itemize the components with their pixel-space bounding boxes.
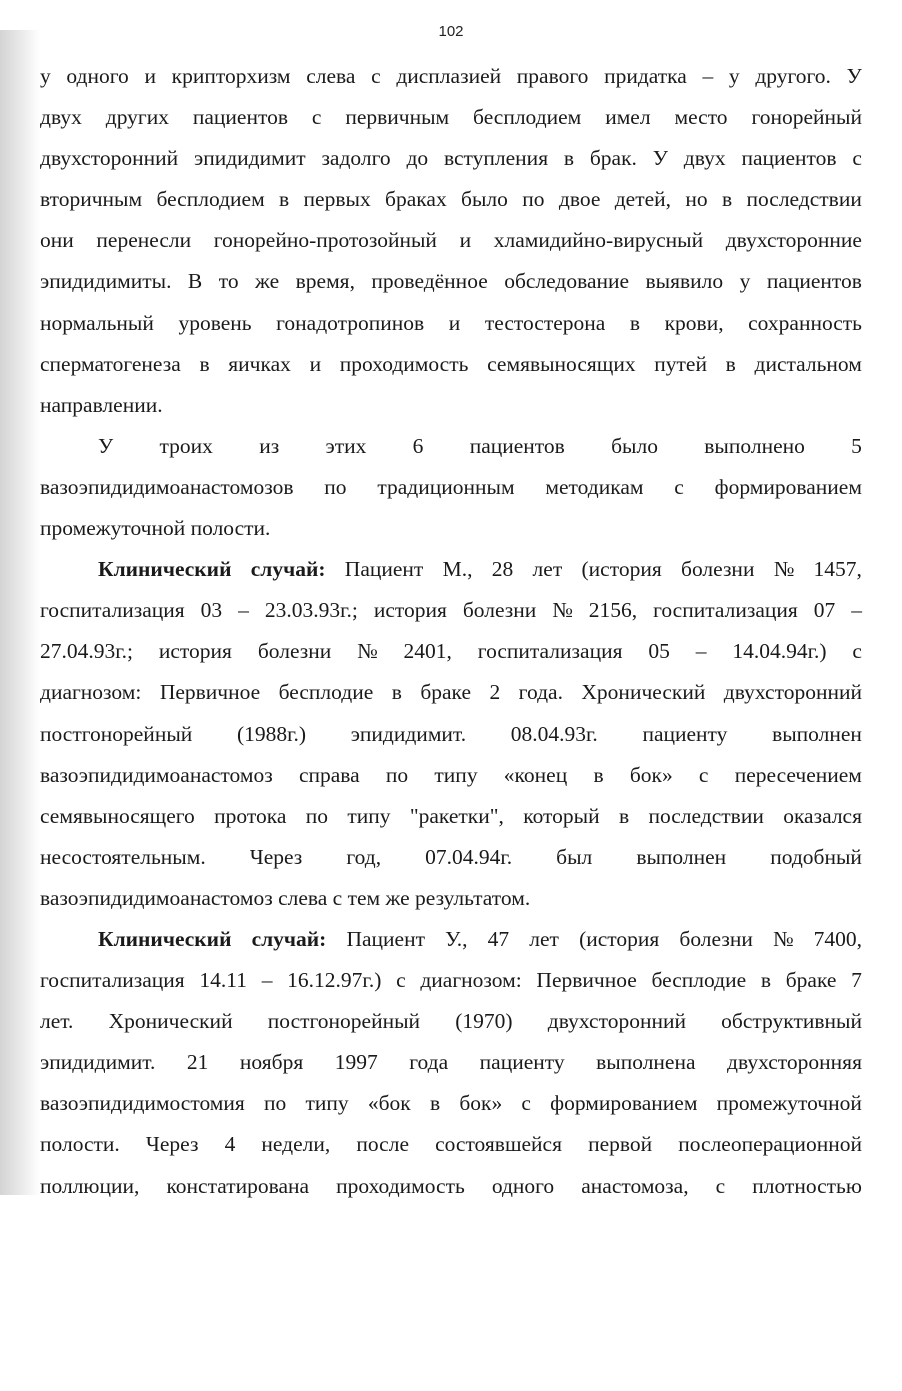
word: других	[105, 105, 169, 130]
word: №	[773, 557, 795, 582]
word: послеоперационной	[678, 1132, 862, 1157]
word: лет.	[40, 1009, 74, 1034]
word: лет	[529, 926, 559, 951]
text-line	[40, 179, 862, 220]
word: Через	[145, 1132, 199, 1157]
word: обследование	[504, 269, 630, 294]
word: детей,	[614, 187, 672, 212]
text-line	[40, 590, 862, 631]
word: с	[521, 1091, 531, 1116]
bold-word: Клинический	[98, 926, 232, 951]
word: 7	[851, 968, 862, 993]
text-line	[40, 1083, 862, 1124]
word: с	[852, 639, 862, 664]
word: после	[356, 1132, 409, 1157]
word: подобный	[770, 844, 862, 869]
word: бок»	[459, 1091, 503, 1116]
word: у	[40, 64, 51, 88]
word: оказался	[783, 803, 862, 828]
word: браке	[785, 968, 837, 993]
text-line	[40, 755, 862, 796]
word: хламидийно-вирусный	[493, 228, 704, 253]
word: в	[593, 762, 604, 787]
word: 21	[186, 1050, 209, 1075]
word: В	[187, 269, 203, 294]
text-line	[40, 1042, 862, 1083]
word: лет	[532, 557, 563, 582]
word: время,	[295, 269, 355, 294]
word: 27.04.93г.;	[40, 639, 133, 664]
word: типу	[434, 762, 478, 787]
word: –	[261, 968, 273, 993]
word: двухсторонние	[725, 228, 862, 253]
word: но	[685, 187, 708, 212]
word: у	[728, 64, 740, 88]
word: эпидидимит.	[350, 721, 467, 746]
word: постгонорейный	[40, 721, 193, 746]
word: первой	[588, 1132, 653, 1157]
word: 16.12.97г.)	[287, 968, 382, 993]
word: по	[385, 762, 409, 787]
word: У	[98, 433, 114, 458]
word: яичках	[228, 351, 291, 376]
word: гонадотропинов	[276, 310, 425, 335]
word: формированием	[550, 1091, 698, 1116]
word: недели,	[261, 1132, 331, 1157]
word: перенесли	[96, 228, 192, 253]
text-line	[40, 714, 862, 755]
word: протока	[214, 803, 287, 828]
word: формированием	[714, 474, 862, 499]
text-line-last: промежуточной полости.	[40, 516, 271, 541]
word: и	[309, 351, 322, 376]
word: крови,	[664, 310, 724, 335]
word: 1457,	[813, 557, 862, 582]
word: Хронический	[108, 1009, 233, 1034]
word: последствии	[648, 803, 764, 828]
word: первых	[303, 187, 371, 212]
word: одного	[491, 1173, 555, 1198]
word: у	[739, 269, 751, 294]
word: год,	[346, 844, 382, 869]
word: анастомоза,	[581, 1173, 689, 1198]
word: история	[158, 639, 232, 664]
word: придатка	[604, 64, 687, 88]
word: бесплодие	[651, 968, 747, 993]
word: они	[40, 228, 74, 253]
word: болезни	[681, 557, 755, 582]
word: У	[846, 64, 862, 88]
word: семявыносящих	[487, 351, 636, 376]
word: постгонорейный	[267, 1009, 421, 1034]
word: эпидидимит	[193, 146, 306, 171]
word: состоявшейся	[435, 1132, 562, 1157]
word: (1988г.)	[236, 721, 307, 746]
word: Пациент	[344, 557, 424, 582]
word: по	[305, 803, 328, 828]
scan-edge-shadow	[0, 30, 40, 1195]
text-line	[40, 138, 862, 179]
word: в	[721, 187, 733, 212]
word: вазоэпидидимоанастомозов	[40, 474, 294, 499]
word: и	[448, 310, 461, 335]
text-line	[40, 467, 862, 508]
word: болезни	[462, 598, 537, 623]
text-line-last: направлении.	[40, 392, 163, 417]
word: пациенту	[642, 721, 728, 746]
word: вазоэпидидимоанастомоз	[40, 762, 273, 787]
word: путей	[654, 351, 707, 376]
word: с	[698, 762, 709, 787]
word: двое	[558, 187, 601, 212]
word: Хронический	[581, 680, 706, 705]
word: –	[695, 639, 707, 664]
word: семявыносящего	[40, 803, 195, 828]
word: с	[371, 64, 381, 88]
word: типу	[305, 1091, 349, 1116]
text-line	[40, 1166, 862, 1207]
word: в	[391, 680, 402, 705]
word: 14.04.94г.)	[732, 639, 827, 664]
word: диагнозом:	[40, 680, 142, 705]
document-body	[40, 56, 862, 1207]
word: дистальном	[754, 351, 862, 376]
paragraph	[40, 56, 862, 426]
word: проходимость	[336, 1173, 465, 1198]
word: (история	[581, 557, 662, 582]
word: выявило	[645, 269, 724, 294]
word: несостоятельным.	[40, 844, 206, 869]
word: «бок	[367, 1091, 411, 1116]
word: 23.03.93г.;	[264, 598, 358, 623]
word: типу	[347, 803, 391, 828]
word: браках	[385, 187, 447, 212]
word: выполнено	[704, 433, 805, 458]
word: промежуточной	[716, 1091, 862, 1116]
text-line	[40, 919, 862, 960]
word: в	[199, 351, 210, 376]
word: Первичное	[536, 968, 637, 993]
word: нормальный	[40, 310, 154, 335]
word: 6	[412, 433, 424, 458]
word: пациентов	[192, 105, 288, 130]
word: место	[674, 105, 728, 130]
word: в	[760, 968, 772, 993]
word: эпидидимиты.	[40, 269, 172, 294]
word: госпитализация	[477, 639, 623, 664]
word: из	[259, 433, 280, 458]
text-line	[40, 631, 862, 672]
word: 47	[487, 926, 510, 951]
text-line	[40, 344, 862, 385]
text-line	[40, 549, 862, 590]
word: констатирована	[166, 1173, 310, 1198]
word: двухсторонний	[40, 146, 179, 171]
bold-word: случай:	[251, 926, 327, 951]
word: У.,	[445, 926, 468, 951]
word: дисплазией	[396, 64, 502, 88]
word: эпидидимит.	[40, 1050, 156, 1075]
word: по	[264, 1091, 287, 1116]
word: с	[852, 146, 862, 171]
word: 14.11	[199, 968, 247, 993]
word: госпитализация	[40, 598, 185, 623]
word: история	[373, 598, 447, 623]
word: 08.04.93г.	[510, 721, 598, 746]
word: с	[715, 1173, 726, 1198]
word: правого	[516, 64, 589, 88]
word: 7400,	[813, 926, 862, 951]
word: года.	[518, 680, 563, 705]
word: пересечением	[734, 762, 862, 787]
word: Пациент	[346, 926, 425, 951]
word: брак.	[589, 146, 637, 171]
word: (история	[579, 926, 660, 951]
word: последствии	[746, 187, 862, 212]
bold-word: Клинический	[98, 557, 232, 582]
paragraph	[40, 549, 862, 919]
text-line	[40, 261, 862, 302]
word: то	[218, 269, 239, 294]
word: бесплодием	[156, 187, 265, 212]
word: 2401,	[403, 639, 452, 664]
word: выполнена	[596, 1050, 696, 1075]
word: традиционным	[377, 474, 515, 499]
word: "ракетки",	[409, 803, 504, 828]
word: года	[409, 1050, 449, 1075]
word: по	[324, 474, 347, 499]
word: тестостерона	[484, 310, 606, 335]
word: 07.04.94г.	[425, 844, 513, 869]
word: госпитализация	[40, 968, 185, 993]
word: 07	[813, 598, 836, 623]
word: выполнен	[636, 844, 727, 869]
word: вазоэпидидимостомия	[40, 1091, 245, 1116]
word: и	[144, 64, 156, 88]
word: –	[851, 598, 862, 623]
word: плотностью	[752, 1173, 862, 1198]
word: болезни	[679, 926, 753, 951]
text-line	[40, 1124, 862, 1165]
bold-word: случай:	[250, 557, 326, 582]
word: с	[311, 105, 322, 130]
word: пациентов	[469, 433, 565, 458]
word: пациентов	[766, 269, 862, 294]
word: в	[279, 187, 290, 212]
word: пациентов	[741, 146, 837, 171]
word: –	[702, 64, 714, 88]
word: другого.	[755, 64, 831, 88]
word: с	[396, 968, 406, 993]
word: поллюции,	[40, 1173, 140, 1198]
word: который	[523, 803, 600, 828]
word: 05	[648, 639, 670, 664]
word: 5	[851, 433, 862, 458]
word: №	[357, 639, 378, 664]
word: «конец	[503, 762, 568, 787]
word: пациенту	[479, 1050, 565, 1075]
text-line	[40, 672, 862, 713]
word: крипторхизм	[171, 64, 291, 88]
text-line	[40, 97, 862, 138]
word: Первичное	[159, 680, 261, 705]
word: 03	[200, 598, 223, 623]
word: проведённое	[371, 269, 488, 294]
word: 1997	[334, 1050, 378, 1075]
word: М.,	[442, 557, 473, 582]
word: по	[522, 187, 545, 212]
word: бок»	[629, 762, 673, 787]
text-line	[40, 303, 862, 344]
word: гонорейно-протозойный	[213, 228, 437, 253]
text-line	[40, 796, 862, 837]
word: У	[652, 146, 668, 171]
word: в	[563, 146, 575, 171]
word: двух	[40, 105, 82, 130]
text-line	[40, 1001, 862, 1042]
word: бесплодие	[278, 680, 374, 705]
text-line	[40, 220, 862, 261]
word: вторичным	[40, 187, 143, 212]
word: уровень	[178, 310, 252, 335]
word: и	[459, 228, 472, 253]
text-line	[40, 837, 862, 878]
word: этих	[325, 433, 367, 458]
word: гонорейный	[751, 105, 862, 130]
word: сохранность	[748, 310, 862, 335]
word: 4	[224, 1132, 236, 1157]
word: ноября	[239, 1050, 304, 1075]
word: двухсторонняя	[727, 1050, 862, 1075]
word: полости.	[40, 1132, 120, 1157]
word: 2156,	[588, 598, 638, 623]
word: с	[674, 474, 684, 499]
word: браке	[420, 680, 472, 705]
word: было	[611, 433, 658, 458]
word: справа	[298, 762, 360, 787]
word: был	[556, 844, 593, 869]
word: Через	[249, 844, 303, 869]
word: 28	[491, 557, 514, 582]
word: госпитализация	[653, 598, 798, 623]
text-line	[40, 426, 862, 467]
word: обструктивный	[721, 1009, 862, 1034]
text-line	[40, 960, 862, 1001]
word: слева	[306, 64, 356, 88]
word: в	[629, 310, 641, 335]
word: болезни	[257, 639, 332, 664]
word: в	[618, 803, 630, 828]
word: первичным	[345, 105, 450, 130]
word: бесплодием	[473, 105, 582, 130]
paragraph	[40, 426, 862, 549]
word: имел	[605, 105, 651, 130]
word: вступления	[443, 146, 549, 171]
word: диагнозом:	[420, 968, 522, 993]
page-number: 102	[438, 23, 464, 40]
word: же	[255, 269, 280, 294]
word: методикам	[545, 474, 644, 499]
word: сперматогенеза	[40, 351, 181, 376]
paragraph	[40, 919, 862, 1207]
word: двух	[683, 146, 726, 171]
word: проходимость	[339, 351, 469, 376]
word: №	[772, 926, 794, 951]
word: в	[429, 1091, 441, 1116]
word: одного	[66, 64, 129, 88]
word: двухсторонний	[547, 1009, 686, 1034]
text-line	[40, 56, 862, 97]
word: (1970)	[455, 1009, 513, 1034]
word: двухсторонний	[723, 680, 862, 705]
word: задолго	[321, 146, 391, 171]
word: было	[461, 187, 508, 212]
word: №	[552, 598, 573, 623]
word: выполнен	[772, 721, 862, 746]
word: до	[406, 146, 429, 171]
text-line-last: вазоэпидидимоанастомоз слева с тем же результатом.	[40, 885, 531, 910]
word: 2	[489, 680, 501, 705]
word: –	[238, 598, 249, 623]
word: троих	[159, 433, 213, 458]
word: в	[725, 351, 736, 376]
